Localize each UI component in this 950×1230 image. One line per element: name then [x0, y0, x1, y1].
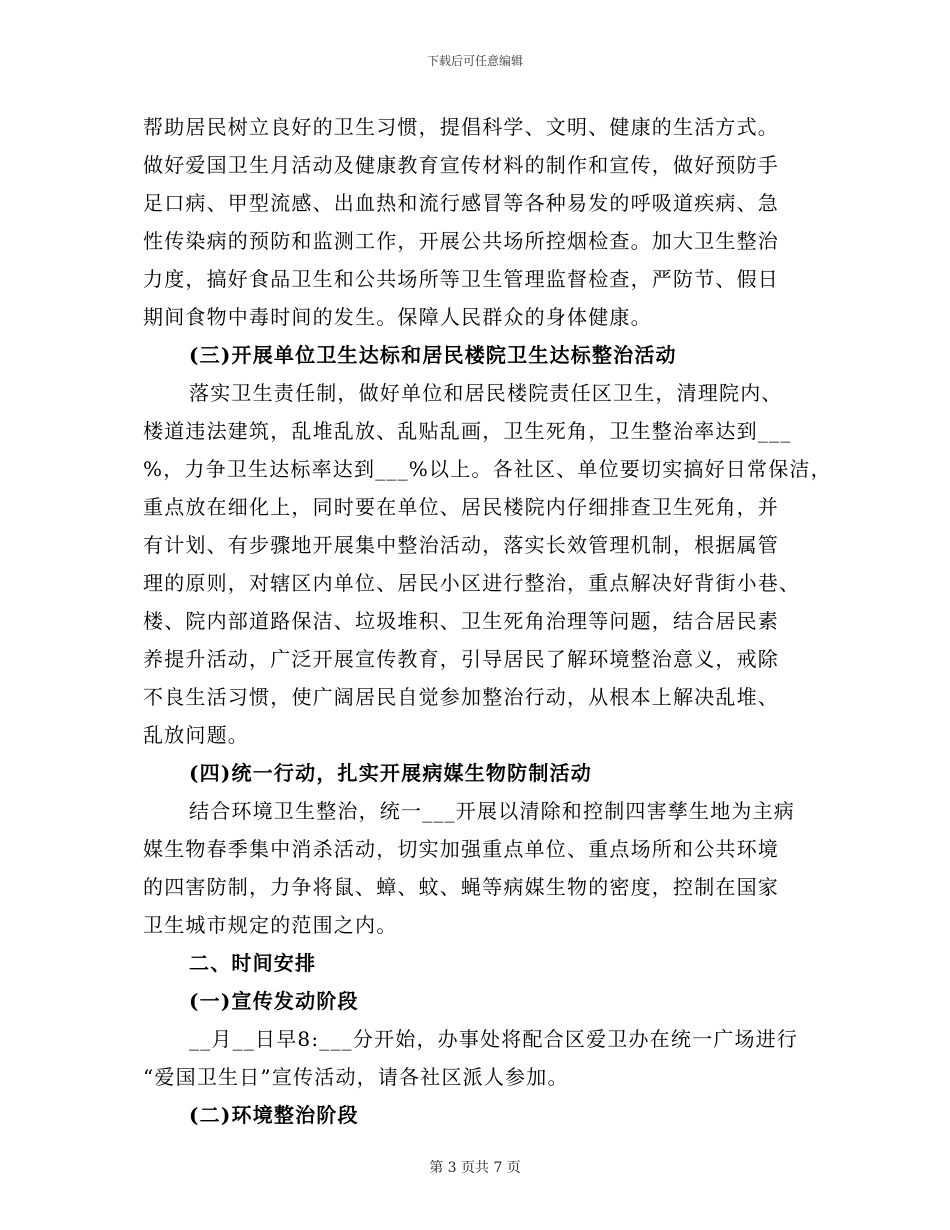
text-line: 媒生物春季集中消杀活动，切实加强重点单位、重点场所和公共环境 [143, 837, 779, 861]
text-line: “爱国卫生日”宣传活动，请各社区派人参加。 [143, 1065, 569, 1089]
section-heading: (四)统一行动，扎实开展病媒生物防制活动 [189, 761, 592, 785]
text-line: 期间食物中毒时间的发生。保障人民群众的身体健康。 [143, 305, 652, 329]
text-line: 做好爱国卫生月活动及健康教育宣传材料的制作和宣传，做好预防手 [143, 153, 779, 177]
text-line: 有计划、有步骤地开展集中整治活动，落实长效管理机制，根据属管 [143, 533, 779, 557]
text-line: 重点放在细化上，同时要在单位、居民楼院内仔细排查卫生死角，并 [143, 495, 779, 519]
page-header: 下载后可任意编辑 [426, 54, 523, 68]
text-line: 的四害防制，力争将鼠、蟑、蚊、蝇等病媒生物的密度，控制在国家 [143, 875, 779, 899]
document-body [143, 108, 832, 1134]
text-line: 落实卫生责任制，做好单位和居民楼院责任区卫生，清理院内、 [189, 381, 783, 405]
text-line: 力度，搞好食品卫生和公共场所等卫生管理监督检查，严防节、假日 [143, 267, 779, 291]
text-line: 足口病、甲型流感、出血热和流行感冒等各种易发的呼吸道疾病、急 [143, 191, 779, 215]
section-heading: (一)宣传发动阶段 [189, 989, 359, 1013]
text-line: 结合环境卫生整治，统一___开展以清除和控制四害孳生地为主病 [189, 799, 795, 823]
section-heading: (二)环境整治阶段 [189, 1103, 359, 1127]
text-line: 楼、院内部道路保洁、垃圾堆积、卫生死角治理等问题，结合居民素 [143, 609, 779, 633]
text-line: 理的原则，对辖区内单位、居民小区进行整治，重点解决好背街小巷、 [143, 571, 801, 595]
text-line: __月__日早8:___分开始，办事处将配合区爱卫办在统一广场进行 [189, 1027, 799, 1051]
text-line: 卫生城市规定的范围之内。 [143, 913, 398, 937]
text-line: 养提升活动，广泛开展宣传教育，引导居民了解环境整治意义，戒除 [143, 647, 779, 671]
text-line: %，力争卫生达标率达到___%以上。各社区、单位要切实搞好日常保洁， [143, 457, 832, 481]
text-line: 乱放问题。 [143, 723, 249, 747]
text-line: 帮助居民树立良好的卫生习惯，提倡科学、文明、健康的生活方式。 [143, 115, 779, 139]
text-line: 楼道违法建筑，乱堆乱放、乱贴乱画，卫生死角，卫生整治率达到___ [143, 419, 792, 443]
text-line: 性传染病的预防和监测工作，开展公共场所控烟检查。加大卫生整治 [143, 229, 779, 253]
page-footer: 第 3 页共 7 页 [429, 1160, 521, 1176]
text-line: 不良生活习惯，使广阔居民自觉参加整治行动，从根本上解决乱堆、 [143, 685, 779, 709]
section-heading: 二、时间安排 [189, 951, 317, 975]
section-heading: (三)开展单位卫生达标和居民楼院卫生达标整治活动 [189, 343, 677, 367]
